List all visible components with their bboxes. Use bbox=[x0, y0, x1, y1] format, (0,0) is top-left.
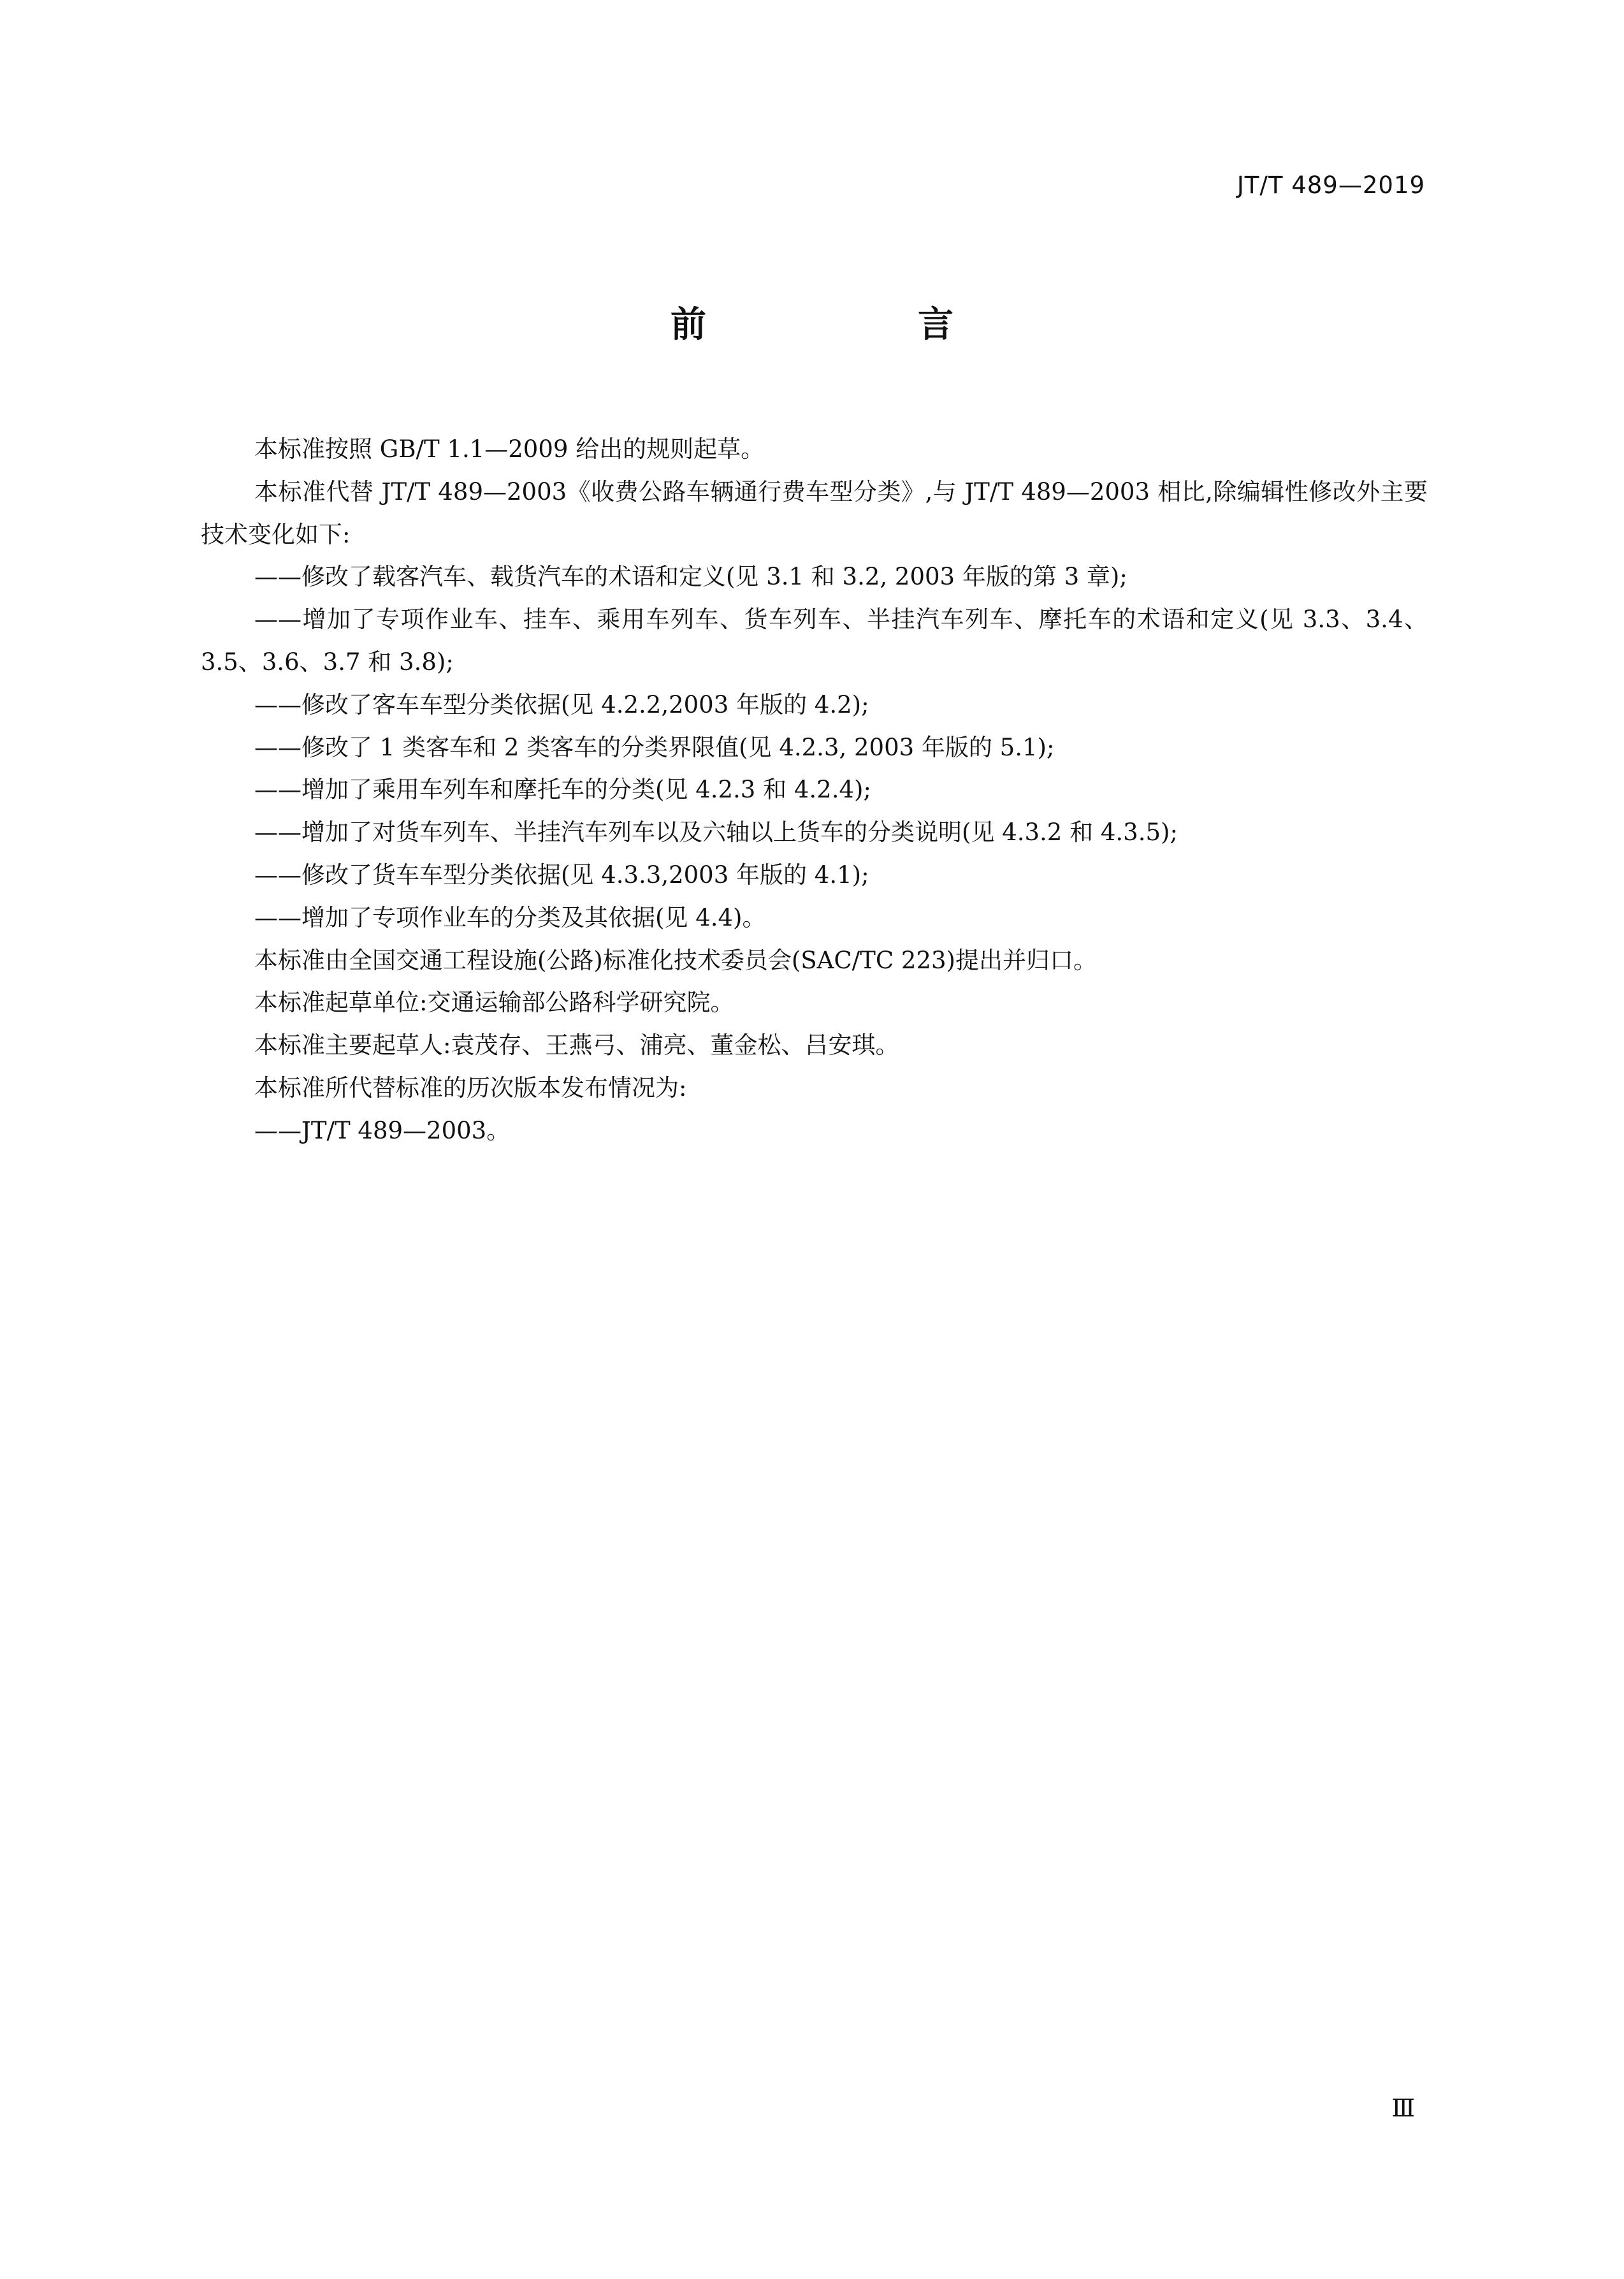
change-item: ——增加了专项作业车的分类及其依据(见 4.4)。 bbox=[254, 903, 766, 931]
change-item: ——修改了载客汽车、载货汽车的术语和定义(见 3.1 和 3.2, 2003 年版的第 3 章); bbox=[254, 563, 1127, 591]
change-item: ——修改了货车车型分类依据(见 4.3.3,2003 年版的 4.1); bbox=[254, 861, 869, 889]
change-item: ——增加了对货车列车、半挂汽车列车以及六轴以上货车的分类说明(见 4.3.2 和 4.3.5); bbox=[254, 819, 1178, 847]
paragraph: 本标准所代替标准的历次版本发布情况为: bbox=[254, 1074, 687, 1102]
paragraph: 本标准起草单位:交通运输部公路科学研究院。 bbox=[254, 989, 734, 1017]
change-item: ——修改了 1 类客车和 2 类客车的分类界限值(见 4.2.3, 2003 年版的 5.1); bbox=[254, 733, 1055, 761]
paragraph: 本标准代替 JT/T 489—2003《收费公路车辆通行费车型分类》,与 JT/T 489—2003 相比,除编辑性修改外主要技术变化如下: bbox=[201, 477, 1428, 548]
change-item: ——增加了乘用车列车和摩托车的分类(见 4.2.3 和 4.2.4); bbox=[254, 776, 871, 804]
page-number: Ⅲ bbox=[1391, 2094, 1415, 2122]
change-item: ——增加了专项作业车、挂车、乘用车列车、货车列车、半挂汽车列车、摩托车的术语和定义(见 3.3、3.4、3.5、3.6、3.7 和 3.8); bbox=[201, 606, 1428, 676]
paragraph: 本标准按照 GB/T 1.1—2009 给出的规则起草。 bbox=[254, 435, 765, 463]
standard-code: JT/T 489—2019 bbox=[1236, 171, 1425, 199]
foreword-body bbox=[201, 428, 1428, 1153]
paragraph: 本标准由全国交通工程设施(公路)标准化技术委员会(SAC/TC 223)提出并归口。 bbox=[254, 946, 1097, 974]
page-title: 前 言 bbox=[671, 304, 1041, 346]
change-item: ——修改了客车车型分类依据(见 4.2.2,2003 年版的 4.2); bbox=[254, 690, 869, 718]
change-item: ——JT/T 489—2003。 bbox=[254, 1116, 511, 1144]
paragraph: 本标准主要起草人:袁茂存、王燕弓、浦亮、董金松、吕安琪。 bbox=[254, 1031, 899, 1059]
